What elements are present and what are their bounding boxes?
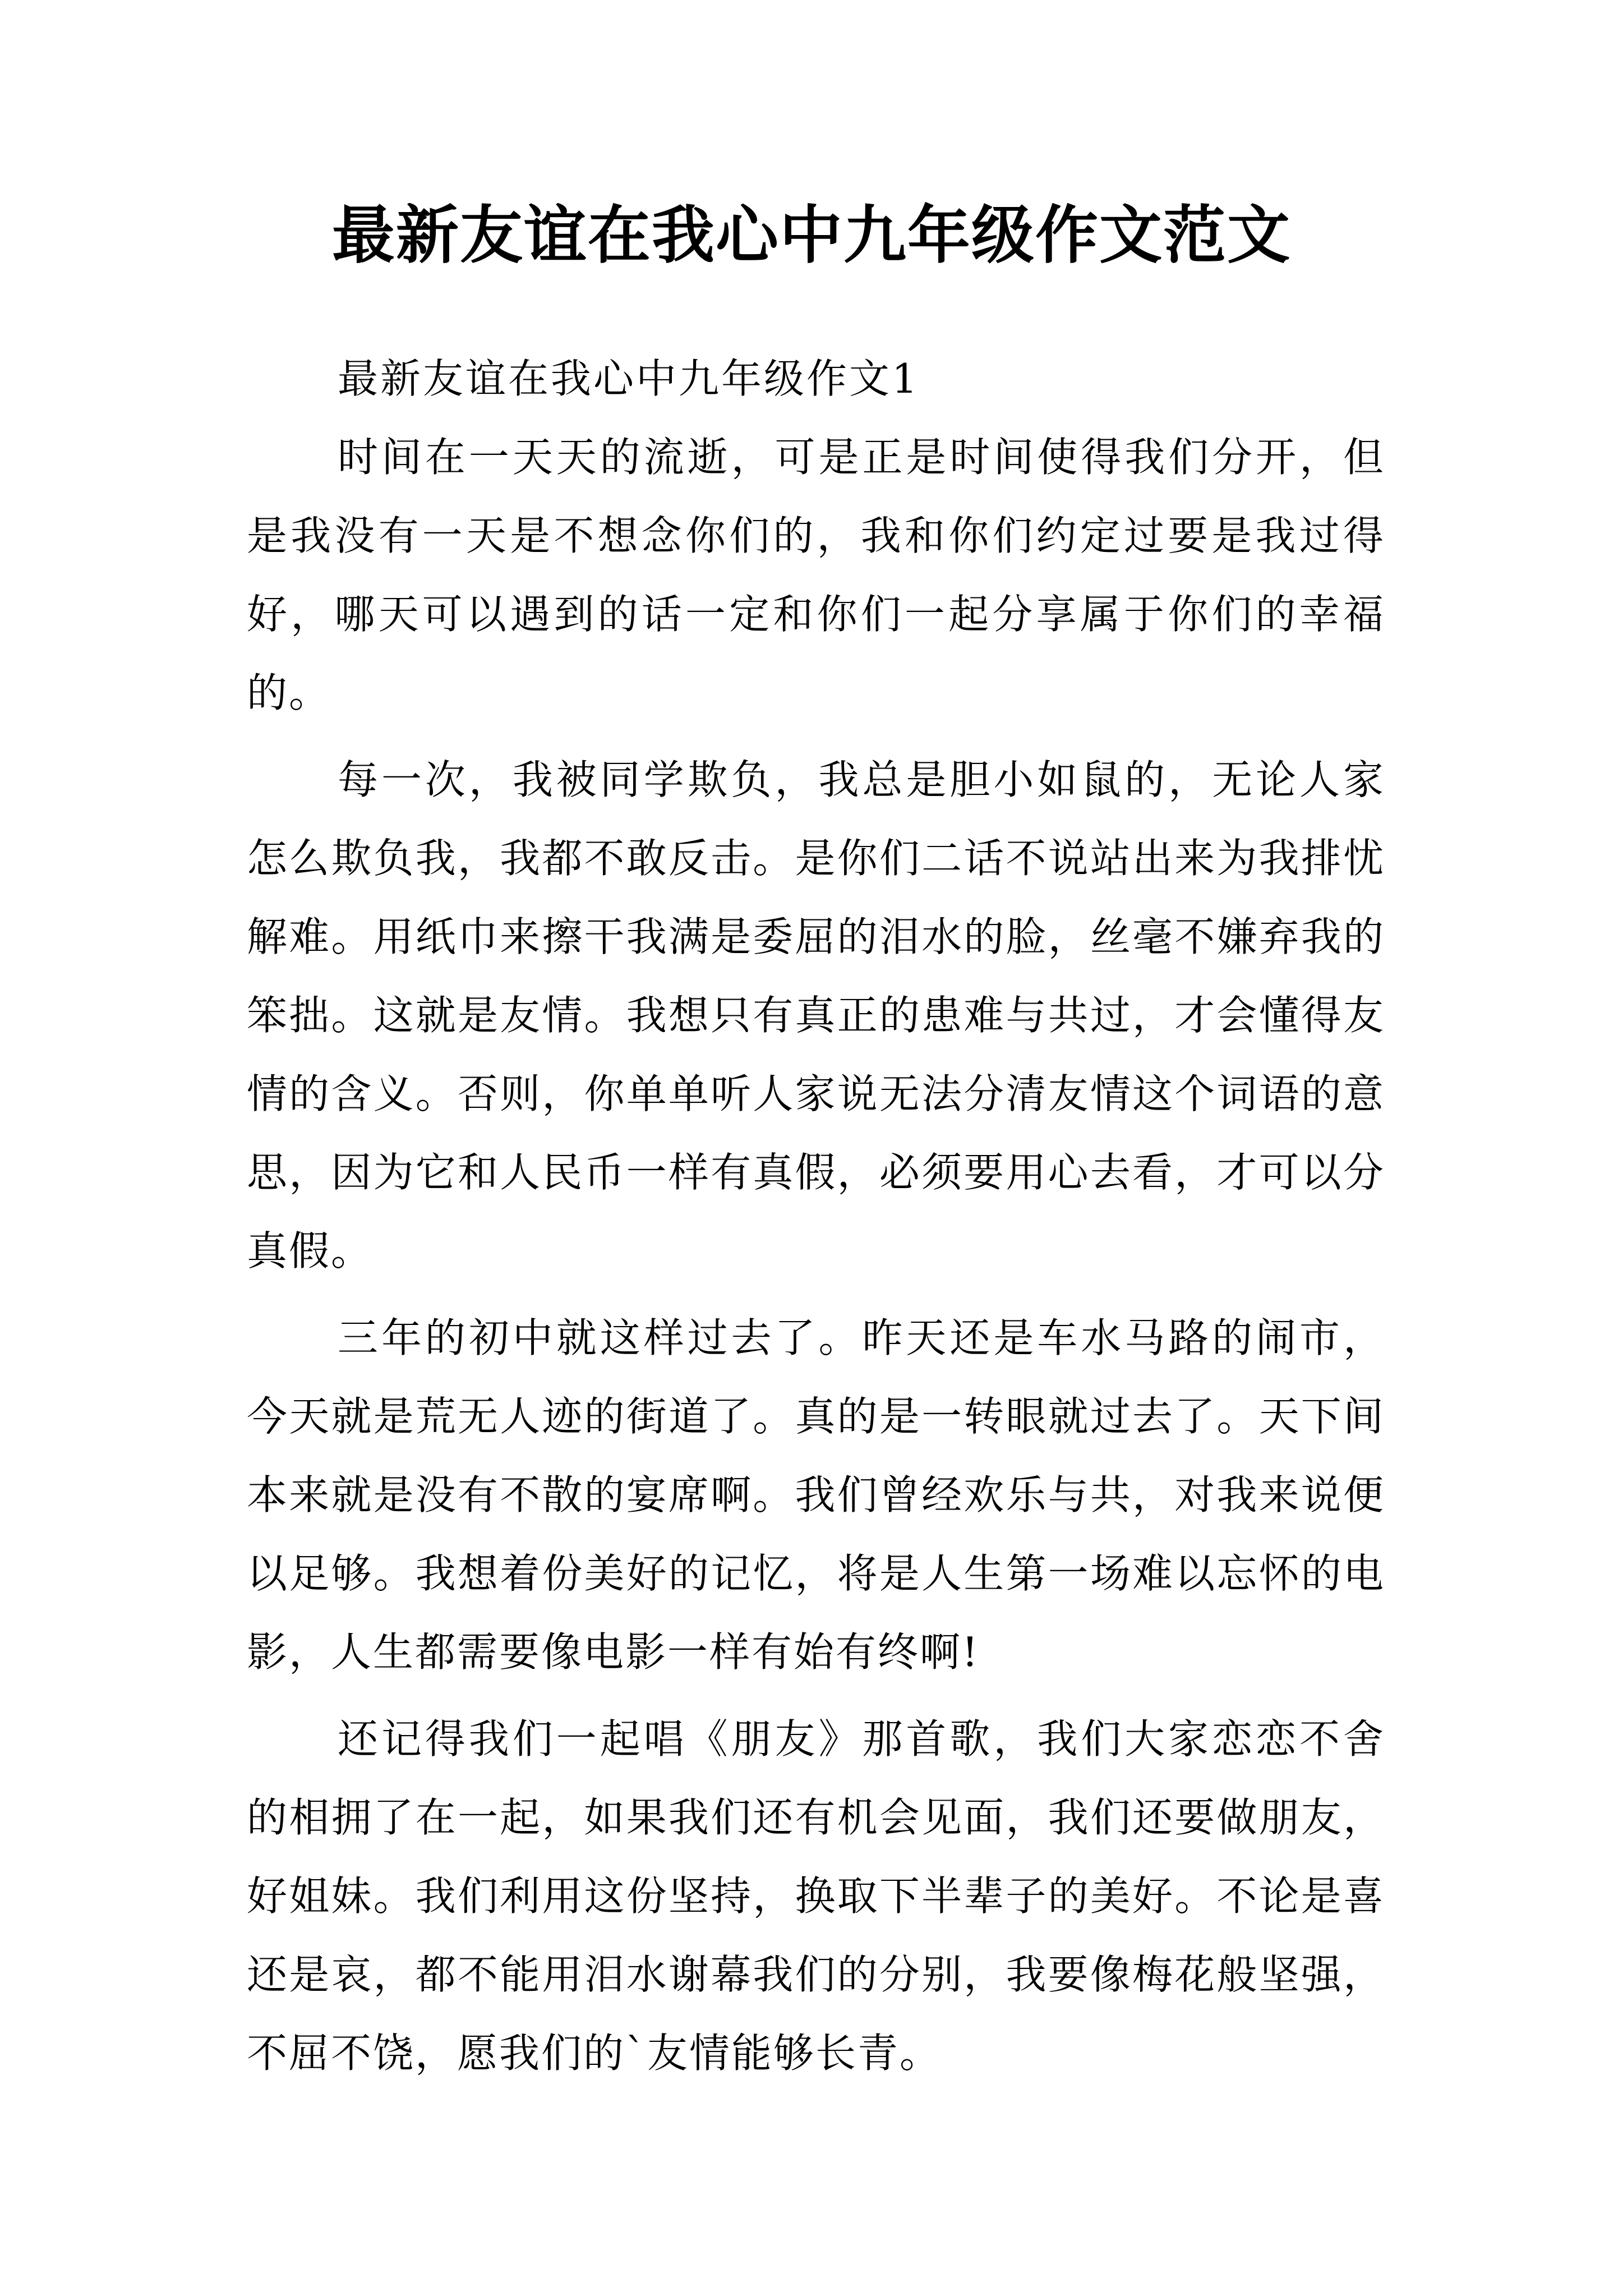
- paragraph-2: 每一次，我被同学欺负，我总是胆小如鼠的，无论人家怎么欺负我，我都不敢反击。是你们二话不说站出来为我排忧解难。用纸巾来擦干我满是委屈的泪水的脸，丝毫不嫌弃我的笨拙。这就是友情。我想只有真正的患难与共过，才会懂得友情的含义。否则，你单单听人家说无法分清友情这个词语的意思，因为它和人民币一样有真假，必须要用心去看，才可以分真假。: [247, 756, 1385, 1274]
- paragraph-4: 还记得我们一起唱《朋友》那首歌，我们大家恋恋不舍的相拥了在一起，如果我们还有机会见面，我们还要做朋友，好姐妹。我们利用这份坚持，换取下半辈子的美好。不论是喜还是哀，都不能用泪水谢幕我们的分别，我要像梅花般坚强，不屈不饶，愿我们的`友情能够长青。: [247, 1715, 1385, 2077]
- essay-heading: 最新友谊在我心中九年级作文1: [338, 355, 920, 402]
- document-body: [247, 339, 1385, 2092]
- paragraph-3: 三年的初中就这样过去了。昨天还是车水马路的闹市，今天就是荒无人迹的街道了。真的是一转眼就过去了。天下间本来就是没有不散的宴席啊。我们曾经欢乐与共，对我来说便以足够。我想着份美好的记忆，将是人生第一场难以忘怀的电影，人生都需要像电影一样有始有终啊!: [247, 1314, 1385, 1676]
- document-title: 最新友谊在我心中九年级作文范文: [332, 199, 1291, 272]
- paragraph-1: 时间在一天天的流逝，可是正是时间使得我们分开，但是我没有一天是不想念你们的，我和你们约定过要是我过得好，哪天可以遇到的话一定和你们一起分享属于你们的幸福的。: [247, 434, 1385, 716]
